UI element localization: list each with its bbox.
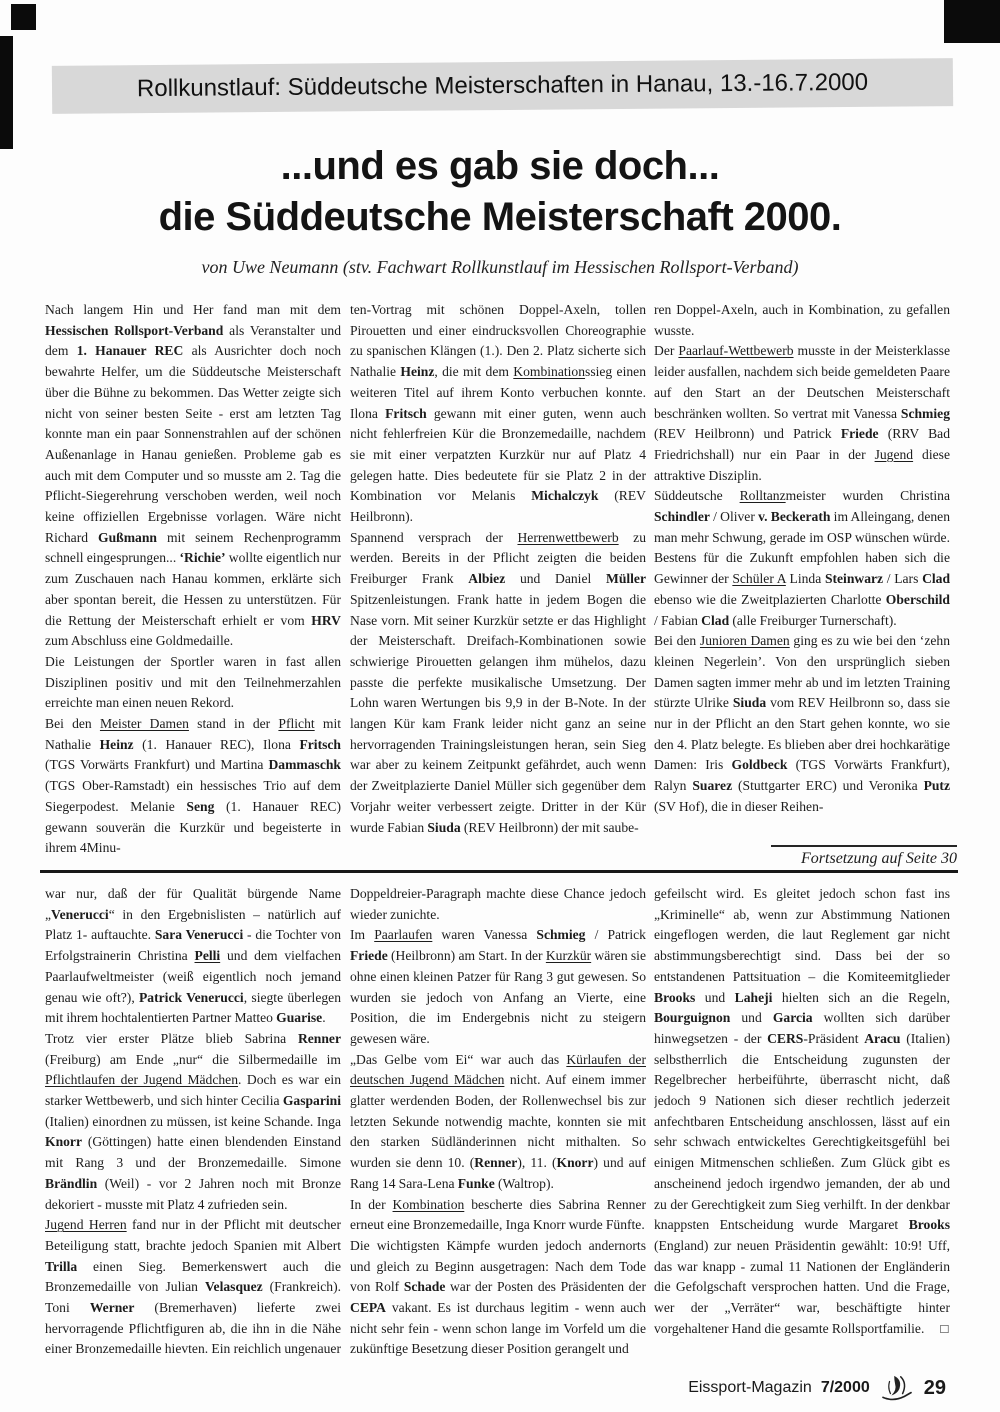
magazine-name: Eissport-Magazin (688, 1379, 812, 1396)
article-top-column-1 (45, 300, 341, 856)
paragraph: Spannend versprach der Herrenwettbewerb zu werden. Bereits in der Pflicht zeigten die beiden Freiburger Frank Albiez und Daniel Müller Spitzenleistungen. Frank hatte in jedem Bogen die Nase vorn. Mit seiner Kurzkür setzte er das Highlight der Meisterschaft. Dreifach-Kombinationen sowie schwierige Pirouetten gelangen ihm mühelos, dazu passte die perfekte musikalische Umsetzung. Der Lohn waren Wertungen bis 9,9 in der B-Note. In der langen Kür kam Frank leider nicht ganz an seine hervorragenden Trainingsleistungen heran, sein Sieg war aber zu keinem Zeitpunkt gefährdet, auch wenn der Zweitplazierte Daniel Müller sich gegenüber dem Vorjahr weiter verbessert zeigte. Dritter in der Kür wurde Fabian Siuda (REV Heilbronn) der mit saube- (350, 529, 646, 835)
paragraph: Trotz vier erster Plätze blieb Sabrina Renner (Freiburg) am Ende „nur“ die Silbermedaille im Pflichtlaufen der Jugend Mädchen. Doch es war ein starker Wettbewerb, und sich hinter Cecilia Gasparini (Italien) einordnen zu müssen, ist keine Schande. Inga Knorr (Göttingen) hatte einen blendenden Einstand mit Rang 3 und der Bronzemedaille. Simone Brändlin (Weil) - vor 2 Jahren noch mit Bronze dekoriert - musste mit Platz 4 zufrieden sein. (45, 1030, 341, 1212)
paragraph: Im Paarlaufen waren Vanessa Schmieg / Patrick Friede (Heilbronn) am Start. In der Kurzkür wären sie ohne einen kleinen Patzer für Rang 3 gut gewesen. So wurden sie jedoch von Anfang an Vierte, eine Position, die im Endergebnis nicht zu steigern gewesen wäre. (350, 927, 646, 1046)
page-number: 29 (923, 1376, 946, 1399)
paragraph: In der Kombination bescherte dies Sabrina Renner erneut eine Bronzemedaille, Inga Knorr wurde Fünfte. (350, 1196, 646, 1233)
paragraph: Die Leistungen der Sportler waren in fast allen Disziplinen positiv und mit den Teilnehmerzahlen erreichte man einen neuen Rekord. (45, 653, 341, 711)
paragraph: Die wichtigsten Kämpfe wurden jedoch andernorts und gleich zu Beginn ausgetragen: Nach dem Tode von Rolf Schade war der Posten des Präsidenten der CEPA vakant. Es ist durchaus legitim - wenn auch nicht sehr fein - wenn schon lange im Vorfeld um die zukünftige Besetzung dieser Position gerangelt und (350, 1237, 646, 1357)
headline-line-2: die Süddeutsche Meisterschaft 2000. (158, 195, 842, 239)
scan-artifact-left-bar (0, 36, 13, 149)
continuation-note: Fortsetzung auf Seite 30 (801, 850, 957, 867)
byline: von Uwe Neumann (stv. Fachwart Rollkunstlauf im Hessischen Rollsport-Verband) (201, 257, 799, 277)
article-top-column-3 (654, 300, 950, 856)
section-divider-rule (40, 870, 958, 873)
article-top-column-2 (350, 300, 646, 856)
article-bottom-column-1 (45, 884, 341, 1386)
page-footer (688, 1374, 946, 1402)
article-bottom-column-3 (654, 884, 950, 1386)
paragraph: „Das Gelbe vom Ei“ war auch das Kürlaufen der deutschen Jugend Mädchen nicht. Auf einem immer glatter werdenden Boden, der Rollenwechsel bis zur letzten Sekunde notwendig machte, konnten sie mit den starken Südländerinnen nicht mithalten. So wurden sie denn 10. (Renner), 11. (Knorr) und auf Rang 14 Sara-Lena Funke (Waltrop). (350, 1051, 646, 1191)
paragraph: Doppeldreier-Paragraph machte diese Chance jedoch wieder zunichte. (350, 886, 646, 922)
skate-logo-icon (879, 1374, 915, 1402)
paragraph: ren Doppel-Axeln, auch in Kombination, zu gefallen wusste. (654, 302, 950, 338)
paragraph: Bei den Junioren Damen ging es zu wie bei den ‘zehn kleinen Negerlein’. Von den ursprünglich sieben Damen sagten immer mehr ab und im letzten Training stürzte Ulrike Siuda vom REV Heilbronn so, dass sie nur in der Pflicht an den Start gehen konnte, wo sie den 4. Platz belegte. Es blieben aber drei hochkarätige Damen: Iris Goldbeck (TGS Vorwärts Frankfurt), Ralyn Suarez (Stuttgarter ERC) und Veronika Putz (SV Hof), die in dieser Reihen- (654, 633, 950, 814)
paragraph: Jugend Herren fand nur in der Pflicht mit deutscher Beteiligung statt, brachte jedoch Spanien mit Albert Trilla einen Sieg. Bemerkenswert auch die Bronzemedaille von Julian Velasquez (Frankreich). Toni Werner (Bremerhaven) lieferte zwei hervorragende Pflichtfiguren ab, die ihn in die Nähe einer Bronzemedaille hievten. Ein reichlich ungenauer (45, 1217, 341, 1357)
scan-artifact-top-right (944, 0, 1000, 43)
headline-line-1: ...und es gab sie doch... (280, 144, 720, 188)
paragraph: Bei den Meister Damen stand in der Pflicht mit Nathalie Heinz (1. Hanauer REC), Ilona Fritsch (TGS Vorwärts Frankfurt) und Martina Dammaschk (TGS Ober-Ramstadt) ein hessisches Trio auf dem Siegerpodest. Melanie Seng (1. Hanauer REC) gewann souverän die Kurzkür und begeisterte in ihrem 4Minu- (45, 716, 341, 856)
kicker-title: Rollkunstlauf: Süddeutsche Meisterschaften in Hanau, 13.-16.7.2000 (136, 68, 869, 103)
paragraph: Nach langem Hin und Her fand man mit dem Hessischen Rollsport-Verband als Veranstalter und dem 1. Hanauer REC als Ausrichter doch noch bewahrte Helfer, um die Süddeutsche Meisterschaft über die Bühne zu bekommen. Das Wetter zeigte sich nicht von seiner besten Seite - erst am letzten Tag konnte man ein paar Sonnenstrahlen auf der schönen Außenanlage in Hanau genießen. Probleme gab es auch mit dem Computer und so musste am 2. Tag die Pflicht-Siegerehrung verschoben werden, weil noch keine offiziellen Ergebnisse vorlagen. Wäre nicht Richard Gußmann mit seinem Rechenprogramm schnell eingesprungen... ‘Richie’ wollte eigentlich nur zum Zuschauen nach Hanau kommen, erklärte sich aber spontan bereit, die Hessen zu unterstützen. Für die Rettung der Meisterschaft erhielt er vom HRV zum Abschluss eine Goldmedaille. (45, 302, 341, 649)
paragraph: Der Paarlauf-Wettbewerb musste in der Meisterklasse leider ausfallen, nachdem sich beide gemeldeten Paare auf den Start an der Deutschen Meisterschaft beschränken wollten. So vertrat mit Vanessa Schmieg (REV Heilbronn) und Patrick Friede (RRV Bad Friedrichshall) nur ein Paar in der Jugend diese attraktive Disziplin. (654, 343, 950, 483)
kicker-bar (52, 58, 953, 114)
paragraph: gefeilscht wird. Es gleitet jedoch schon fast ins „Kriminelle“ ab, wenn zur Abstimmung Nationen eingeflogen werden, die laut Reglement gar nicht abstimmungsberechtigt sind. Dass bei der so entstandenen Pattsituation – die Komiteemitglieder Brooks und Laheji hielten sich an die Regeln, Bourguignon und Garcia wollten sich darüber hinwegsetzen - der CERS-Präsident Aracu (Italien) selbstherrlich die Entscheidung zugunsten der Regelbrecher herbeiführte, überrascht nicht, daß jedoch 9 Nationen sich dieser rechtlich jederzeit anfechtbaren Entscheidung anschlossen, lässt auf ein sehr schwach entwickeltes Gerechtigkeitsgefühl bei einigen Mitmenschen schließen. Zum Glück gibt es anscheinend jedoch irgendwo jemanden, der ab und zu der Gerechtigkeit zum Sieg verhilft. In der denkbar knappsten Entscheidung wurde Margaret Brooks (England) zur neuen Präsidentin gewählt: 10:9! Uff, das war knapp - zumal 11 Nationen der Engländerin die Gefolgschaft versprochen hatten. Und die Frage, wer der „Verräter“ war, beschäftigte hinter vorgehaltener Hand die gesamte Rollsportfamilie. □ (654, 886, 950, 1336)
continuation-rule (771, 845, 957, 847)
article-bottom-column-2 (350, 884, 646, 1386)
headline (0, 141, 1000, 243)
issue-number: 7/2000 (820, 1379, 870, 1396)
paragraph: Süddeutsche Rolltanzmeister wurden Christina Schindler / Oliver v. Beckerath im Alleingang, denen man mehr Schwung, gerade im OSP wünschen würde. Bestens für die Zukunft empfohlen haben sich die Gewinner der Schüler A Linda Steinwarz / Lars Clad ebenso wie die Zweitplazierten Charlotte Oberschild / Fabian Clad (alle Freiburger Turnerschaft). (654, 488, 950, 628)
paragraph: ten-Vortrag mit schönen Doppel-Axeln, tollen Pirouetten und einer eindrucksvollen Choreographie zu spanischen Klängen (1.). Den 2. Platz sicherte sich Nathalie Heinz, die mit dem Kombinationssieg einen weiteren Titel auf ihrem Konto verbuchen konnte. Ilona Fritsch gewann mit einer guten, wenn auch nicht fehlerfreien Kür die Bronzemedaille, nachdem sie mit einer verpatzten Kurzkür nur auf Platz 4 gelegen hatte. Dies bedeutete für sie Platz 2 in der Kombination vor Melanis Michalczyk (REV Heilbronn). (350, 302, 646, 525)
paragraph: war nur, daß der für Qualität bürgende Name „Venerucci“ in den Ergebnislisten – natürlich auf Platz 1- auftauchte. Sara Venerucci - die Tochter von Erfolgstrainerin Christina Pelli und dem vielfachen Paarlaufweltmeister (weiß eigentlich noch jemand genau wie oft?), Patrick Venerucci, siegte überlegen mit ihrem hochtalentierten Partner Matteo Guarise. (45, 886, 341, 1026)
scan-artifact-top-left (11, 4, 36, 30)
